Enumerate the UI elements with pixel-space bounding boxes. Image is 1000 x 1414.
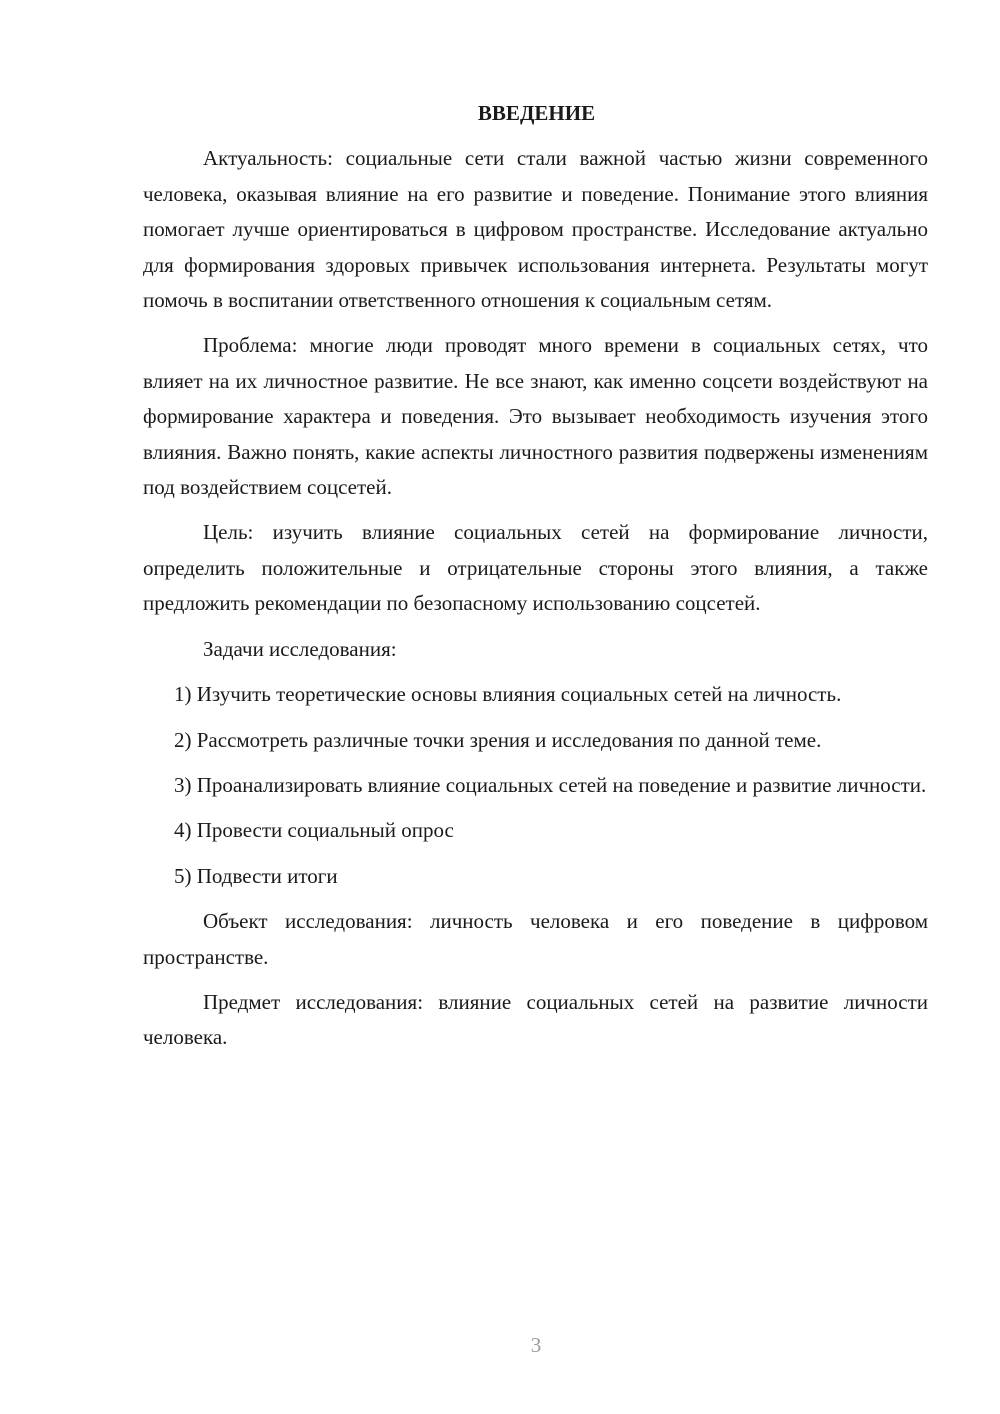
task-item-1: 1) Изучить теоретические основы влияния социальных сетей на личность. [174, 682, 842, 707]
object-paragraph: Объект исследования: личность человека и его поведение в цифровом пространстве. [143, 909, 928, 969]
section-title: ВВЕДЕНИЕ [477, 101, 596, 125]
subject-paragraph: Предмет исследования: влияние социальных сетей на развитие личности человека. [143, 989, 928, 1050]
tasks-heading: Задачи исследования: [203, 636, 397, 661]
relevance-paragraph: Актуальность: социальные сети стали важной частью жизни современного человека, оказывая влияние на его развитие и поведение. Понимание этого влияния помогает лучше ориентироваться в цифровом пространстве. Исследование актуально для формирования здоровых привычек использования интернета. Результаты могут помочь в воспитании ответственного отношения к социальным сетям. [143, 146, 928, 313]
task-item-5: 5) Подвести итоги [174, 863, 338, 888]
page-number: 3 [530, 1333, 542, 1357]
task-item-3: 3) Проанализировать влияние социальных сетей на поведение и развитие личности. [174, 772, 927, 797]
goal-paragraph: Цель: изучить влияние социальных сетей на формирование личности, определить положительные и отрицательные стороны этого влияния, а также предложить рекомендации по безопасному использованию соцсетей. [143, 520, 928, 616]
task-item-2: 2) Рассмотреть различные точки зрения и исследования по данной теме. [174, 727, 822, 752]
task-item-4: 4) Провести социальный опрос [174, 818, 454, 843]
problem-paragraph: Проблема: многие люди проводят много времени в социальных сетях, что влияет на их личностное развитие. Не все знают, как именно соцсети воздействуют на формирование характера и поведения. Это вызывает необходимость изучения этого влияния. Важно понять, какие аспекты личностного развития подвержены изменениям под воздействием соцсетей. [143, 333, 928, 500]
document-body [143, 96, 928, 1066]
